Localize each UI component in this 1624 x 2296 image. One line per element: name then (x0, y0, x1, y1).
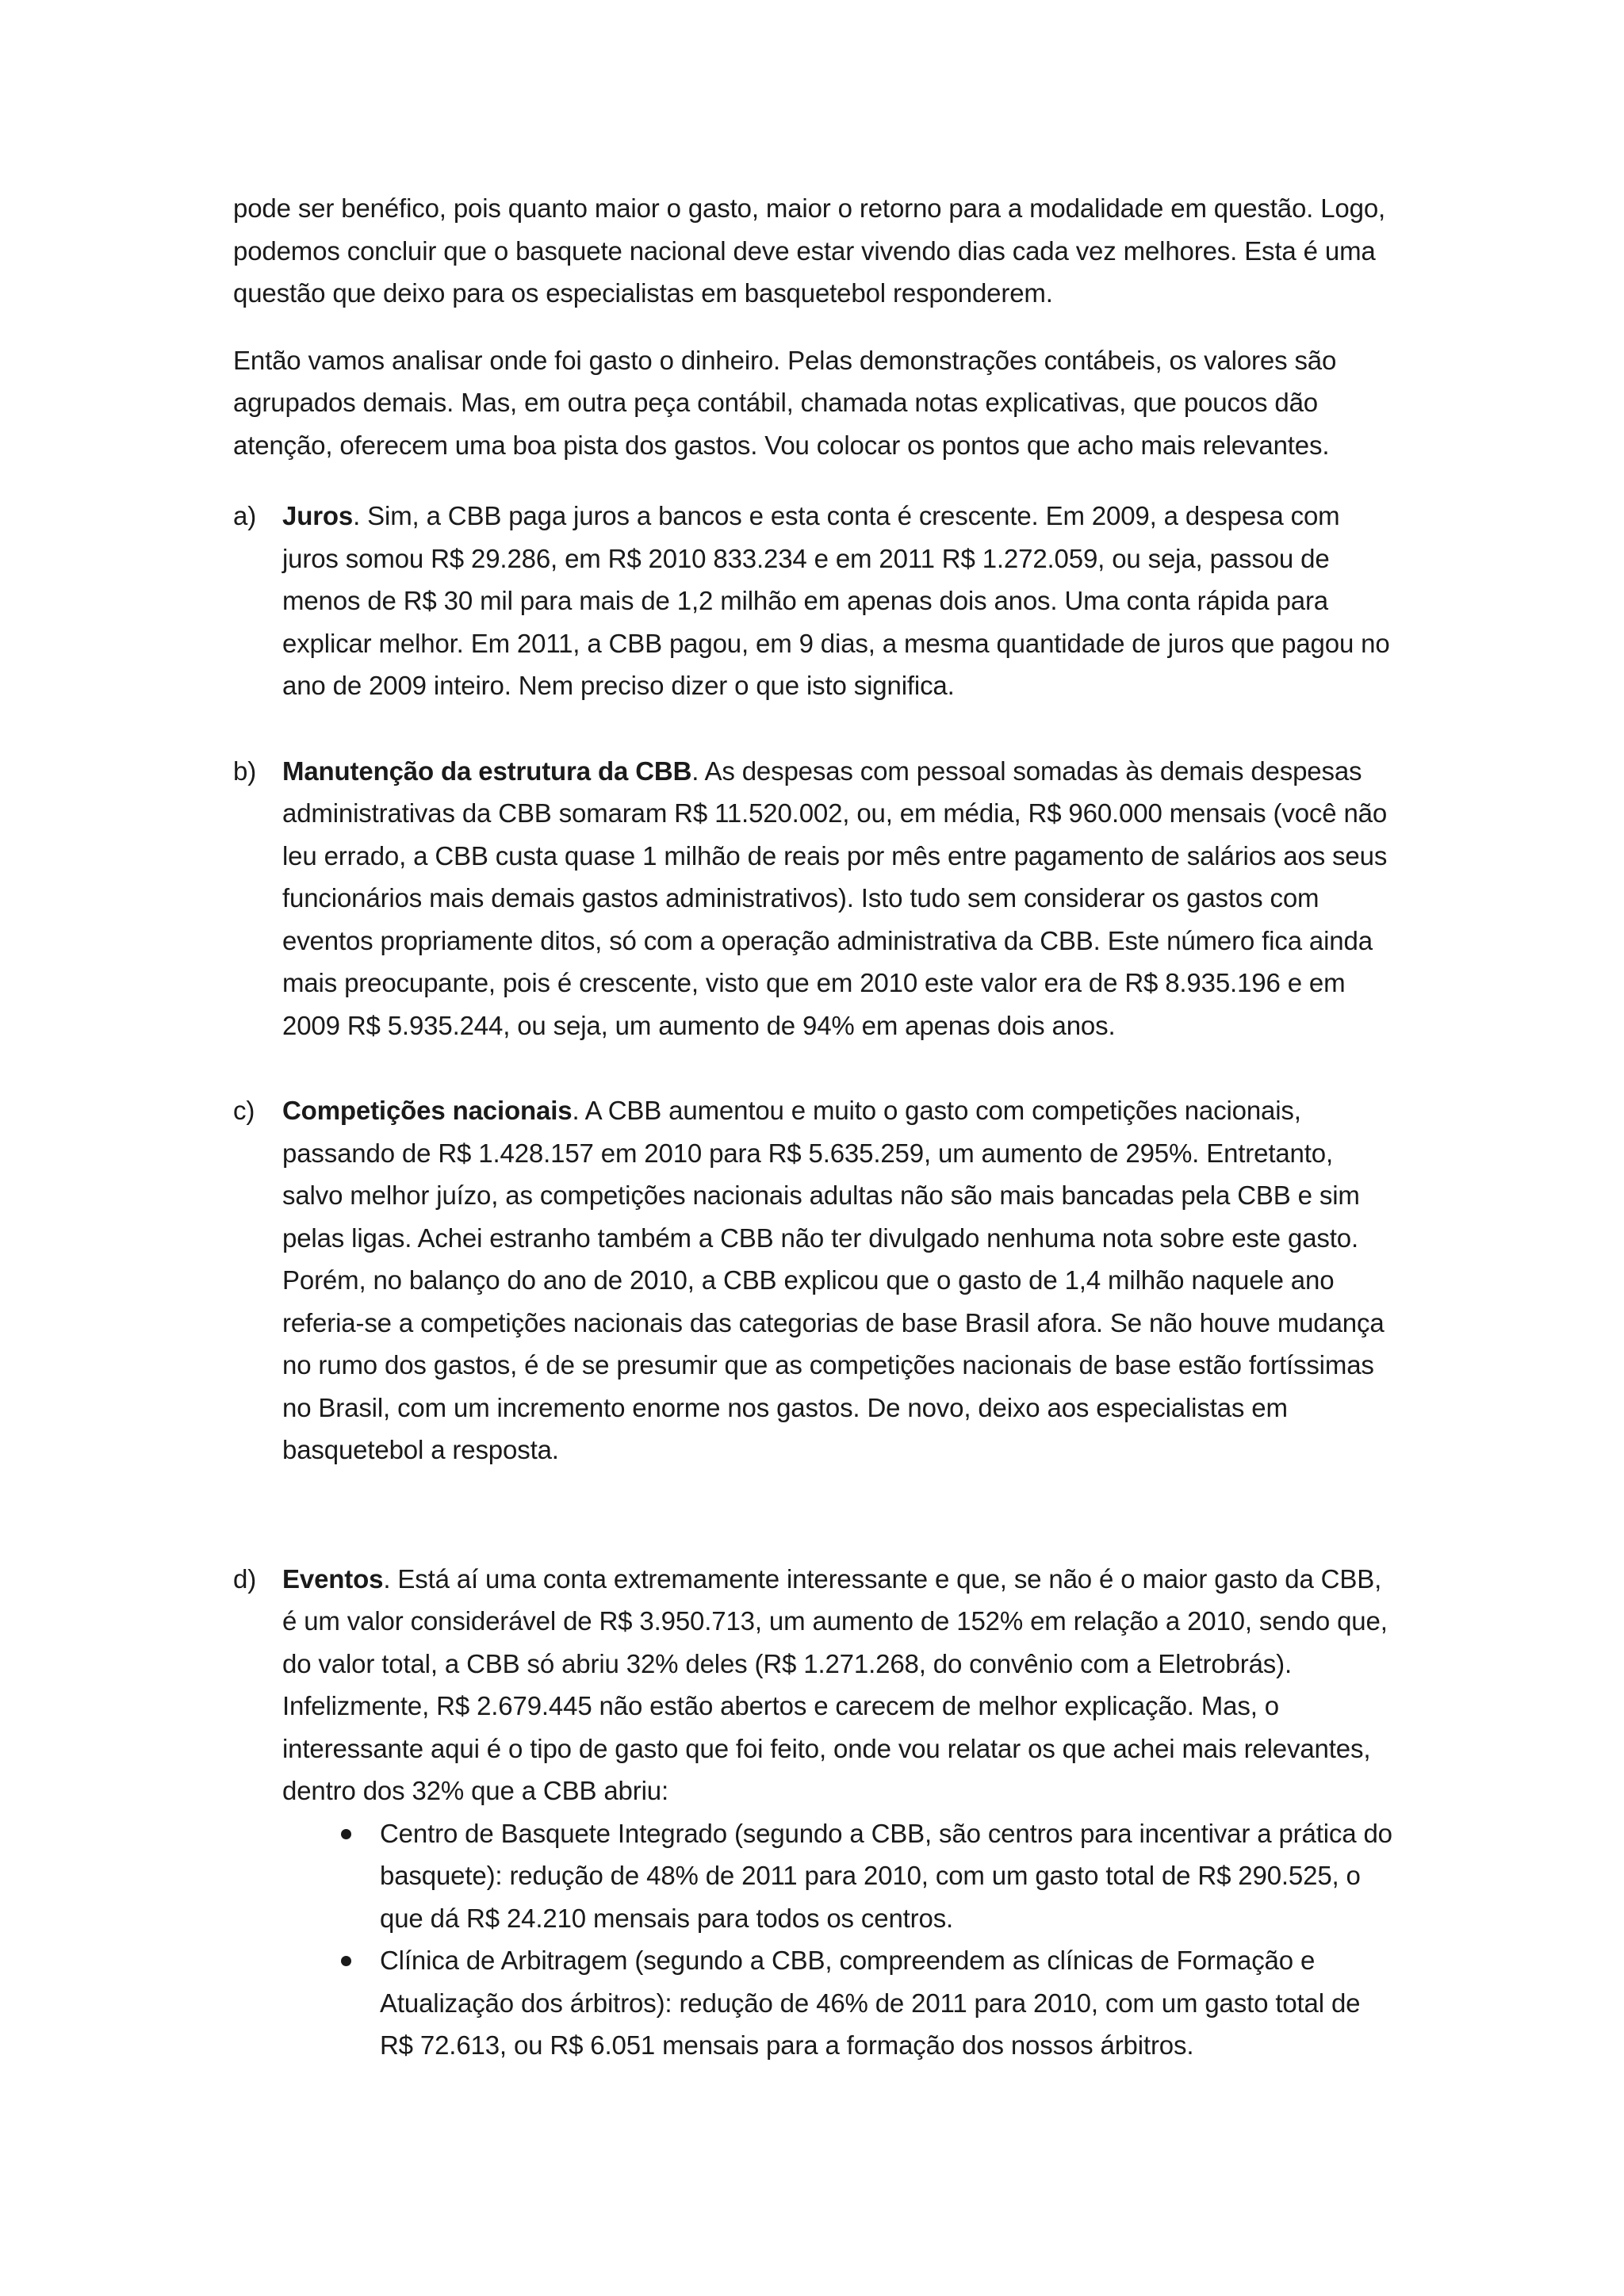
list-item-body: . As despesas com pessoal somadas às demais despesas administrativas da CBB somaram R$ 11.520.002, ou, em média, R$ 960.000 mensais (você não leu errado, a CBB custa quase 1 milhão de reais por mês entre pagamento de salários aos seus funcionários mais demais gastos administrativos). Isto tudo sem considerar os gastos com eventos propriamente ditos, só com a operação administrativa da CBB. Este número fica ainda mais preocupante, pois é crescente, visto que em 2010 este valor era de R$ 8.935.196 e em 2009 R$ 5.935.244, ou seja, um aumento de 94% em apenas dois anos. (282, 756, 1388, 1040)
list-item-heading: Manutenção da estrutura da CBB (282, 756, 692, 786)
list-item-text (282, 1558, 1399, 1812)
list-item-juros (233, 495, 1399, 707)
list-marker: c) (233, 1096, 255, 1125)
list-marker: a) (233, 501, 257, 530)
list-item-manutencao (233, 750, 1399, 1047)
list-item-text (282, 495, 1399, 707)
bullet-icon (341, 1829, 351, 1839)
list-marker: b) (233, 756, 257, 786)
list-item-text (282, 1089, 1399, 1471)
bullet-text: Clínica de Arbitragem (segundo a CBB, compreendem as clínicas de Formação e Atualização dos árbitros): redução de 46% de 2011 para 2010, com um gasto total de R$ 72.613, ou R$ 6.051 mensais para a formação dos nossos árbitros. (380, 1946, 1361, 2060)
list-item-heading: Competições nacionais (282, 1096, 573, 1125)
bullet-item (282, 1939, 1399, 2067)
list-item-body: . A CBB aumentou e muito o gasto com competições nacionais, passando de R$ 1.428.157 em 2010 para R$ 5.635.259, um aumento de 295%. Entretanto, salvo melhor juízo, as competições nacionais adultas não são mais bancadas pela CBB e sim pelas ligas. Achei estranho também a CBB não ter divulgado nenhuma nota sobre este gasto. Porém, no balanço do ano de 2010, a CBB explicou que o gasto de 1,4 milhão naquele ano referia-se a competições nacionais das categorias de base Brasil afora. Se não houve mudança no rumo dos gastos, é de se presumir que as competições nacionais de base estão fortíssimas no Brasil, com um incremento enorme nos gastos. De novo, deixo aos especialistas em basquetebol a resposta. (282, 1096, 1385, 1464)
list-item-body: . Sim, a CBB paga juros a bancos e esta conta é crescente. Em 2009, a despesa com juros somou R$ 29.286, em R$ 2010 833.234 e em 2011 R$ 1.272.059, ou seja, passou de menos de R$ 30 mil para mais de 1,2 milhão em apenas dois anos. Uma conta rápida para explicar melhor. Em 2011, a CBB pagou, em 9 dias, a mesma quantidade de juros que pagou no ano de 2009 inteiro. Nem preciso dizer o que isto significa. (282, 501, 1390, 700)
list-item-eventos (233, 1558, 1399, 2067)
bullet-list (282, 1812, 1399, 2067)
list-item-heading: Eventos (282, 1563, 384, 1594)
list-item-heading: Juros (282, 501, 354, 530)
document-body (233, 187, 1399, 2067)
paragraph-intro: pode ser benéfico, pois quanto maior o gasto, maior o retorno para a modalidade em questão. Logo, podemos concluir que o basquete nacional deve estar vivendo dias cada vez melhores. Esta é uma questão que deixo para os especialistas em basquetebol responderem. (233, 193, 1386, 308)
paragraph-analysis: Então vamos analisar onde foi gasto o dinheiro. Pelas demonstrações contábeis, os valores são agrupados demais. Mas, em outra peça contábil, chamada notas explicativas, que poucos dão atenção, oferecem uma boa pista dos gastos. Vou colocar os pontos que acho mais relevantes. (233, 345, 1337, 460)
bullet-item (282, 1812, 1399, 1940)
list-item-text (282, 750, 1399, 1047)
list-item-competicoes (233, 1089, 1399, 1471)
list-marker: d) (233, 1563, 257, 1594)
bullet-text: Centro de Basquete Integrado (segundo a CBB, são centros para incentivar a prática do basquete): redução de 48% de 2011 para 2010, com um gasto total de R$ 290.525, o que dá R$ 24.210 mensais para todos os centros. (380, 1818, 1392, 1933)
bullet-icon (341, 1956, 351, 1966)
list-item-body: . Está aí uma conta extremamente interessante e que, se não é o maior gasto da CBB, é um valor considerável de R$ 3.950.713, um aumento de 152% em relação a 2010, sendo que, do valor total, a CBB só abriu 32% deles (R$ 1.271.268, do convênio com a Eletrobrás). Infelizmente, R$ 2.679.445 não estão abertos e carecem de melhor explicação. Mas, o interessante aqui é o tipo de gasto que foi feito, onde vou relatar os que achei mais relevantes, dentro dos 32% que a CBB abriu: (282, 1563, 1388, 1805)
